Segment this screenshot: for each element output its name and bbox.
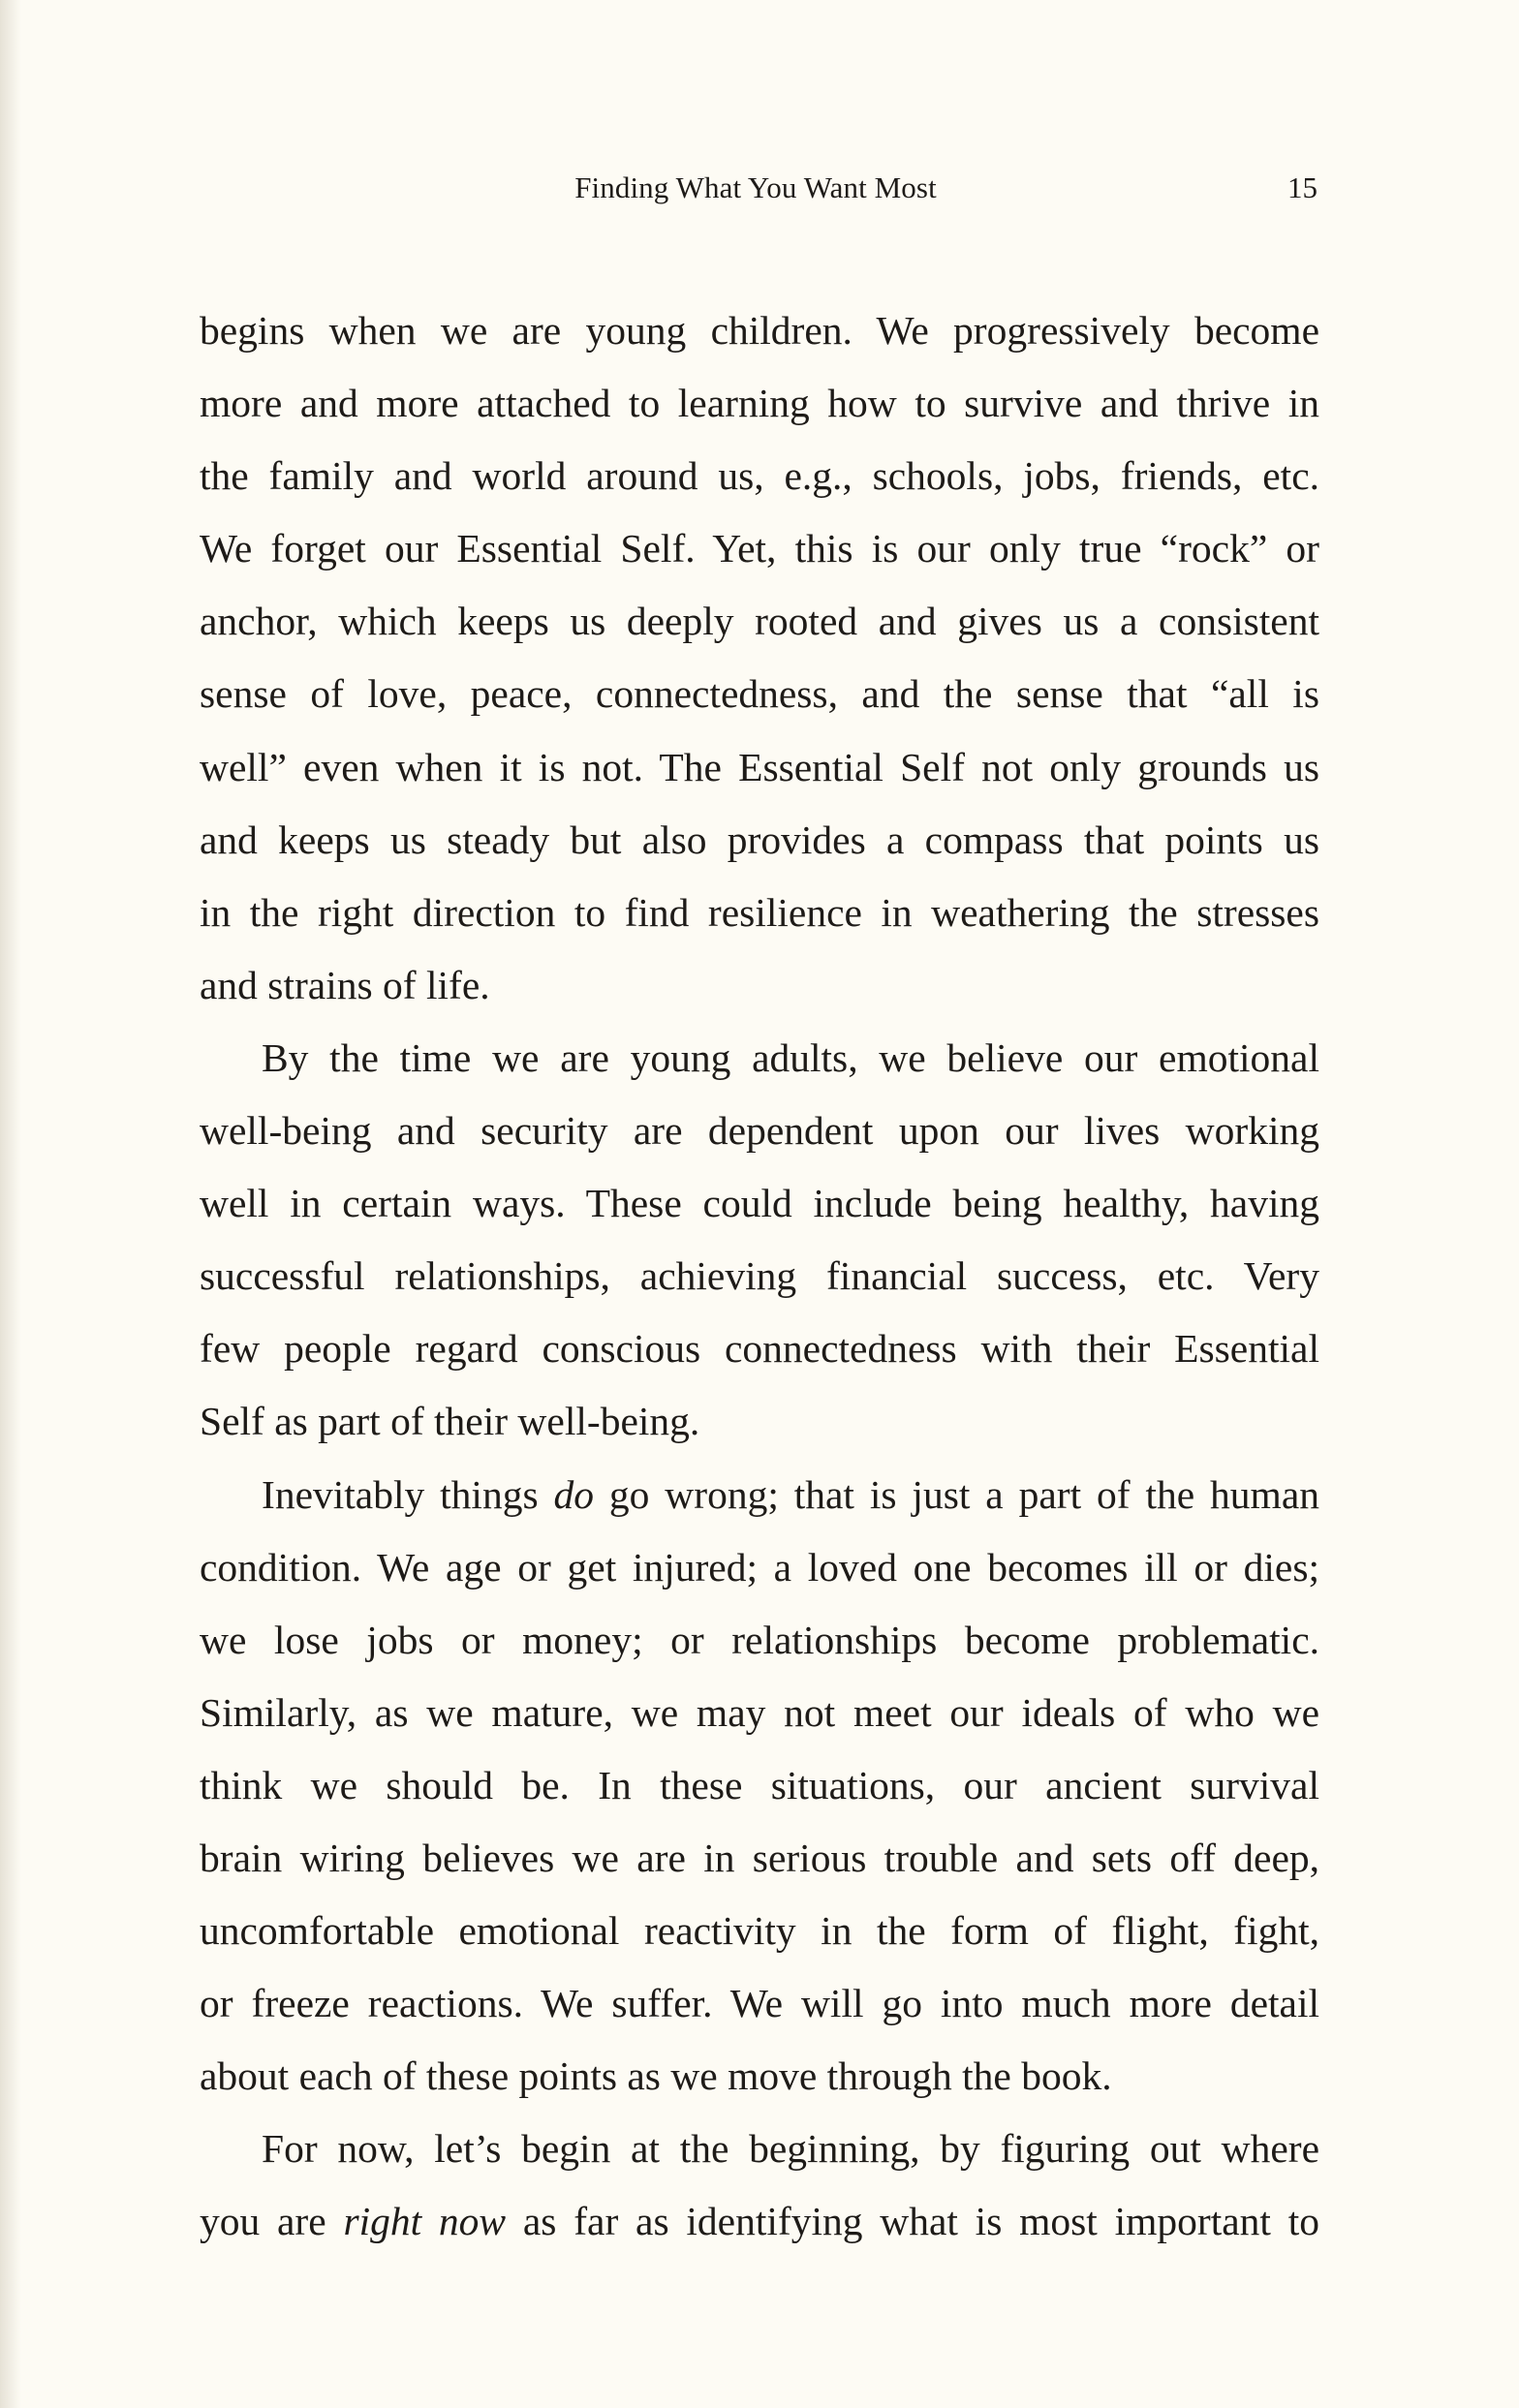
text-line (200, 1903, 1319, 1976)
text-run: For now, let’s begin at the beginning, by figuring out where (262, 2126, 1319, 2172)
text-line (200, 376, 1319, 448)
text-run: well-being and security are dependent upon our lives working (200, 1108, 1319, 1154)
text-line (200, 1613, 1319, 1685)
text-run: By the time we are young adults, we believe our emotional (262, 1034, 1319, 1080)
paragraph (200, 303, 1319, 1031)
text-line (200, 1831, 1319, 1903)
text-line (200, 594, 1319, 666)
text-line (200, 813, 1319, 885)
text-run: think we should be. In these situations, our ancient survival (200, 1762, 1319, 1807)
text-run: sense of love, peace, connectedness, and the sense that “all is (200, 671, 1319, 717)
text-line (200, 666, 1319, 739)
text-line (200, 1103, 1319, 1176)
running-head (194, 167, 1318, 209)
text-line (200, 1540, 1319, 1613)
text-run: Similarly, as we mature, we may not meet our ideals of who we (200, 1689, 1319, 1735)
text-line (200, 885, 1319, 958)
emphasized-text: right now (343, 2199, 507, 2244)
text-run: brain wiring believes we are in serious trouble and sets off deep, (200, 1835, 1319, 1880)
text-line (200, 303, 1319, 376)
text-run: as far as identifying what is most important to (506, 2199, 1319, 2244)
text-run: uncomfortable emotional reactivity in the form of flight, fight, (200, 1908, 1319, 1954)
text-run: well” even when it is not. The Essential Self not only grounds us (200, 744, 1319, 789)
text-run: well in certain ways. These could include being healthy, having (200, 1181, 1319, 1226)
text-run: the family and world around us, e.g., schools, jobs, friends, etc. (200, 453, 1319, 499)
text-line (200, 1249, 1319, 1321)
paragraph (200, 1031, 1319, 1467)
text-run: you are (200, 2199, 344, 2244)
text-run: we lose jobs or money; or relationships become problematic. (200, 1617, 1319, 1662)
text-run: Self as part of their well-being. (200, 1399, 700, 1444)
text-line (200, 1394, 1319, 1466)
text-line (200, 1321, 1319, 1394)
text-line (200, 521, 1319, 594)
body-text (200, 303, 1319, 2268)
text-line (200, 1758, 1319, 1831)
paragraph (200, 1467, 1319, 2122)
text-line (200, 958, 1319, 1031)
text-line (200, 1467, 1319, 1540)
text-line (200, 448, 1319, 521)
text-run: in the right direction to find resilience in weathering the stresses (200, 889, 1319, 935)
text-run: or freeze reactions. We suffer. We will go into much more detail (200, 1981, 1319, 2026)
text-line (200, 2049, 1319, 2121)
text-run: go wrong; that is just a part of the human (594, 1471, 1319, 1517)
emphasized-text: do (553, 1471, 594, 1517)
text-run: few people regard conscious connectedness with their Essential (200, 1326, 1319, 1372)
text-run: condition. We age or get injured; a loved one becomes ill or dies; (200, 1544, 1319, 1590)
text-run: We forget our Essential Self. Yet, this is our only true “rock” or (200, 526, 1319, 571)
text-line (200, 1976, 1319, 2049)
running-title: Finding What You Want Most (574, 170, 937, 204)
text-run: and keeps us steady but also provides a compass that points us (200, 817, 1319, 862)
paragraph (200, 2121, 1319, 2267)
text-run: and strains of life. (200, 962, 490, 1007)
text-run: more and more attached to learning how to survive and thrive in (200, 381, 1319, 426)
text-line (200, 1685, 1319, 1758)
text-line (200, 2121, 1319, 2194)
text-line (200, 2194, 1319, 2267)
text-run: Inevitably things (262, 1471, 554, 1517)
text-line (200, 1031, 1319, 1103)
text-line (200, 1176, 1319, 1249)
text-run: begins when we are young children. We progressively become (200, 308, 1319, 353)
text-run: about each of these points as we move through the book. (200, 2053, 1112, 2099)
text-run: anchor, which keeps us deeply rooted and gives us a consistent (200, 599, 1319, 644)
page-number: 15 (1287, 170, 1318, 204)
text-line (200, 740, 1319, 813)
page-gutter-shadow (0, 0, 21, 2408)
text-run: successful relationships, achieving financial success, etc. Very (200, 1253, 1319, 1299)
